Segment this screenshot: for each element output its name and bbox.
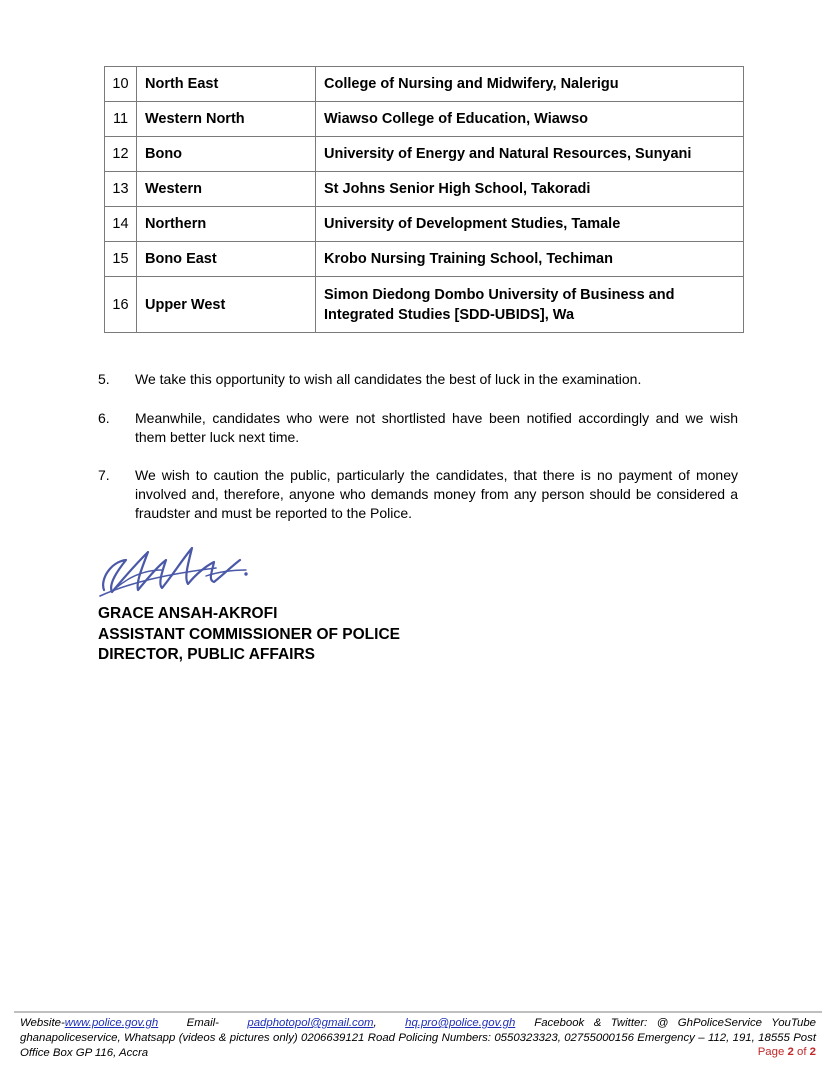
footer-contacts [20, 1016, 816, 1061]
email-label: Email- [186, 1017, 219, 1029]
paragraph-5 [98, 370, 738, 389]
venue-line: Simon Diedong Dombo University of Business and [324, 286, 675, 303]
paragraph-number: 6. [98, 410, 110, 426]
region-cell: Western [137, 172, 316, 207]
paragraph-text: We wish to caution the public, particularly the candidates, that there is no payment of money involved and, therefore, anyone who demands money from any person should be considered a fraudster and must be reported to the Police. [135, 467, 738, 521]
table-row [105, 67, 744, 102]
row-number: 11 [105, 102, 137, 137]
table-row [105, 277, 744, 333]
table-row [105, 137, 744, 172]
region-cell: Northern [137, 207, 316, 242]
venue-cell: Krobo Nursing Training School, Techiman [316, 242, 744, 277]
paragraph-number: 5. [98, 371, 110, 387]
venue-cell: St Johns Senior High School, Takoradi [316, 172, 744, 207]
page-number [758, 1046, 816, 1058]
signatory-block [98, 604, 400, 666]
region-cell: Bono East [137, 242, 316, 277]
table-row [105, 207, 744, 242]
venue-cell: College of Nursing and Midwifery, Nalerigu [316, 67, 744, 102]
page-label: Page [757, 1046, 785, 1058]
venue-line: Integrated Studies [SDD-UBIDS], Wa [324, 306, 575, 323]
footer-contact-text: Facebook & Twitter: @ GhPoliceService YouTube ghanapoliceservice, Whatsapp (videos & pictures only) 0206639121 Road Policing Numbers: 0550323323, 02755000156 Emergency – 112, 191, 18555 Post Office Box GP 116, Accra [20, 1017, 817, 1059]
row-number: 12 [105, 137, 137, 172]
footer-divider [14, 1011, 822, 1013]
venue-cell: Wiawso College of Education, Wiawso [316, 102, 744, 137]
table-row [105, 172, 744, 207]
page-of: of [796, 1046, 807, 1058]
email-link-2[interactable]: hq.pro@police.gov.gh [405, 1017, 516, 1029]
row-number: 14 [105, 207, 137, 242]
paragraph-7 [98, 466, 738, 523]
venue-cell: University of Development Studies, Tamale [316, 207, 744, 242]
row-number: 13 [105, 172, 137, 207]
paragraph-number: 7. [98, 467, 110, 483]
region-cell: Bono [137, 137, 316, 172]
page-current: 2 [787, 1046, 794, 1058]
website-link[interactable]: www.police.gov.gh [64, 1017, 159, 1029]
table-row [105, 102, 744, 137]
email-separator: , [373, 1017, 377, 1029]
row-number: 10 [105, 67, 137, 102]
signatory-rank: ASSISTANT COMMISSIONER OF POLICE [98, 625, 400, 643]
region-cell: Western North [137, 102, 316, 137]
paragraph-text: We take this opportunity to wish all candidates the best of luck in the examination. [135, 371, 642, 387]
venue-cell: University of Energy and Natural Resources, Sunyani [316, 137, 744, 172]
row-number: 15 [105, 242, 137, 277]
venue-cell [316, 277, 744, 333]
row-number: 16 [105, 277, 137, 333]
paragraph-text: Meanwhile, candidates who were not shortlisted have been notified accordingly and we wish them better luck next time. [135, 410, 738, 445]
paragraph-6 [98, 409, 738, 447]
venue-table [104, 66, 744, 333]
signatory-name: GRACE ANSAH-AKROFI [98, 605, 278, 622]
email-link-1[interactable]: padphotopol@gmail.com [247, 1017, 374, 1029]
region-cell: Upper West [137, 277, 316, 333]
table-row [105, 242, 744, 277]
signatory-title: DIRECTOR, PUBLIC AFFAIRS [98, 646, 316, 663]
website-label: Website- [20, 1017, 65, 1029]
page-total: 2 [809, 1046, 816, 1058]
handwritten-signature [96, 540, 258, 602]
region-cell: North East [137, 67, 316, 102]
